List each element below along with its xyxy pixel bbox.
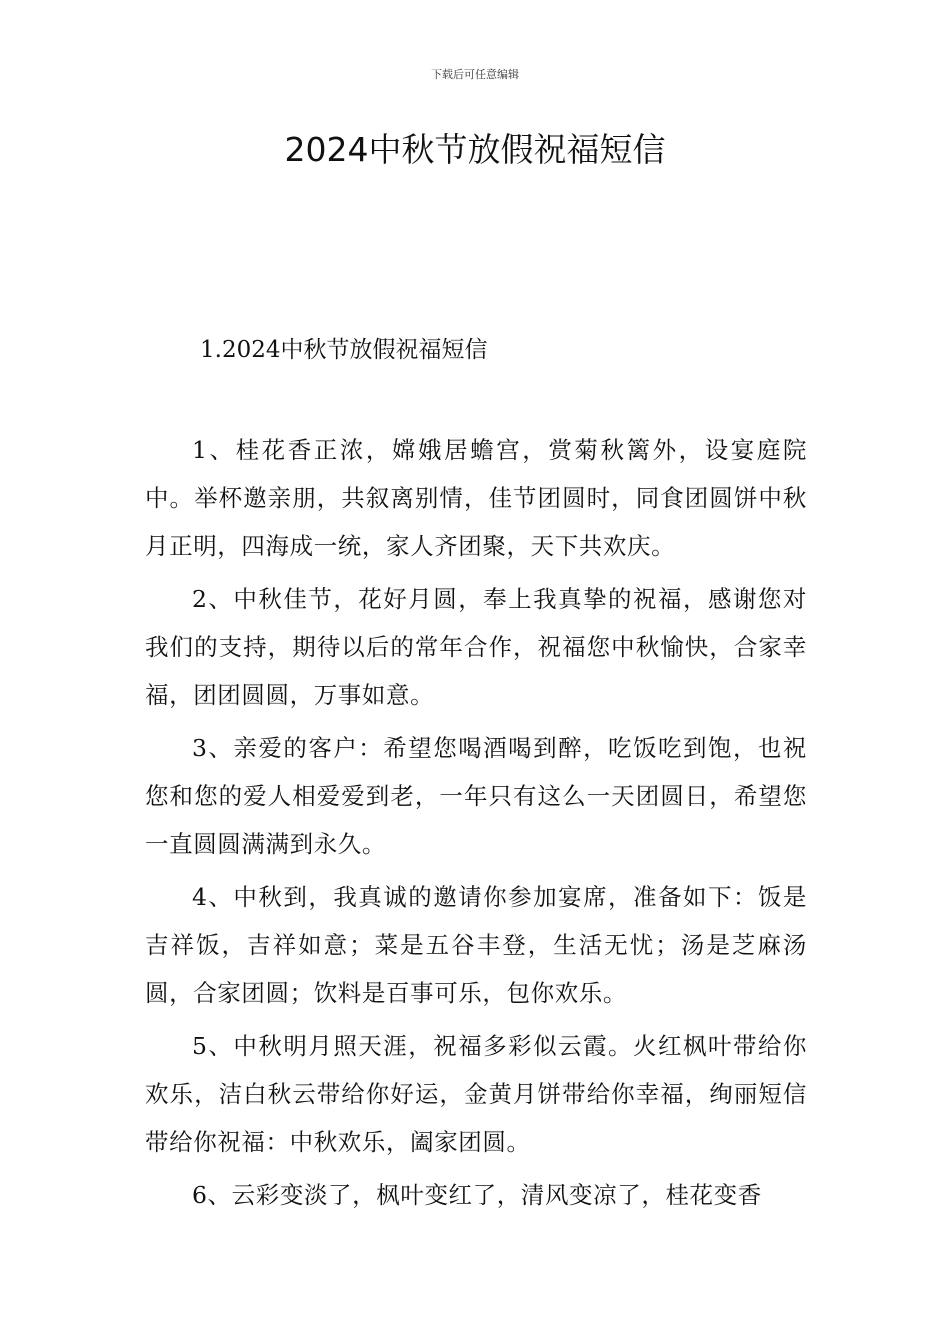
paragraph: 2、中秋佳节，花好月圆，奉上我真挚的祝福，感谢您对我们的支持，期待以后的常年合作，祝福您中秋愉快，合家幸福，团团圆圆，万事如意。 <box>145 585 807 709</box>
document-title: 2024中秋节放假祝福短信 <box>284 130 666 169</box>
paragraph: 3、亲爱的客户：希望您喝酒喝到醉，吃饭吃到饱，也祝您和您的爱人相爱爱到老，一年只有这么一天团圆日，希望您一直圆圆满满到永久。 <box>145 734 807 858</box>
document-body <box>145 426 807 1224</box>
section-heading: 1.2024中秋节放假祝福短信 <box>200 337 488 363</box>
header-note: 下载后可任意编辑 <box>431 68 519 81</box>
paragraph: 1、桂花香正浓，嫦娥居蟾宫，赏菊秋篱外，设宴庭院中。举杯邀亲朋，共叙离别情，佳节团圆时，同食团圆饼中秋月正明，四海成一统，家人齐团聚，天下共欢庆。 <box>145 436 807 560</box>
paragraph: 5、中秋明月照天涯，祝福多彩似云霞。火红枫叶带给你欢乐，洁白秋云带给你好运，金黄月饼带给你幸福，绚丽短信带给你祝福：中秋欢乐，阖家团圆。 <box>145 1032 807 1156</box>
paragraph: 6、云彩变淡了，枫叶变红了，清风变凉了，桂花变香 <box>192 1181 762 1209</box>
paragraph: 4、中秋到，我真诚的邀请你参加宴席，准备如下：饭是吉祥饭，吉祥如意；菜是五谷丰登，生活无忧；汤是芝麻汤圆，合家团圆；饮料是百事可乐，包你欢乐。 <box>145 883 807 1007</box>
